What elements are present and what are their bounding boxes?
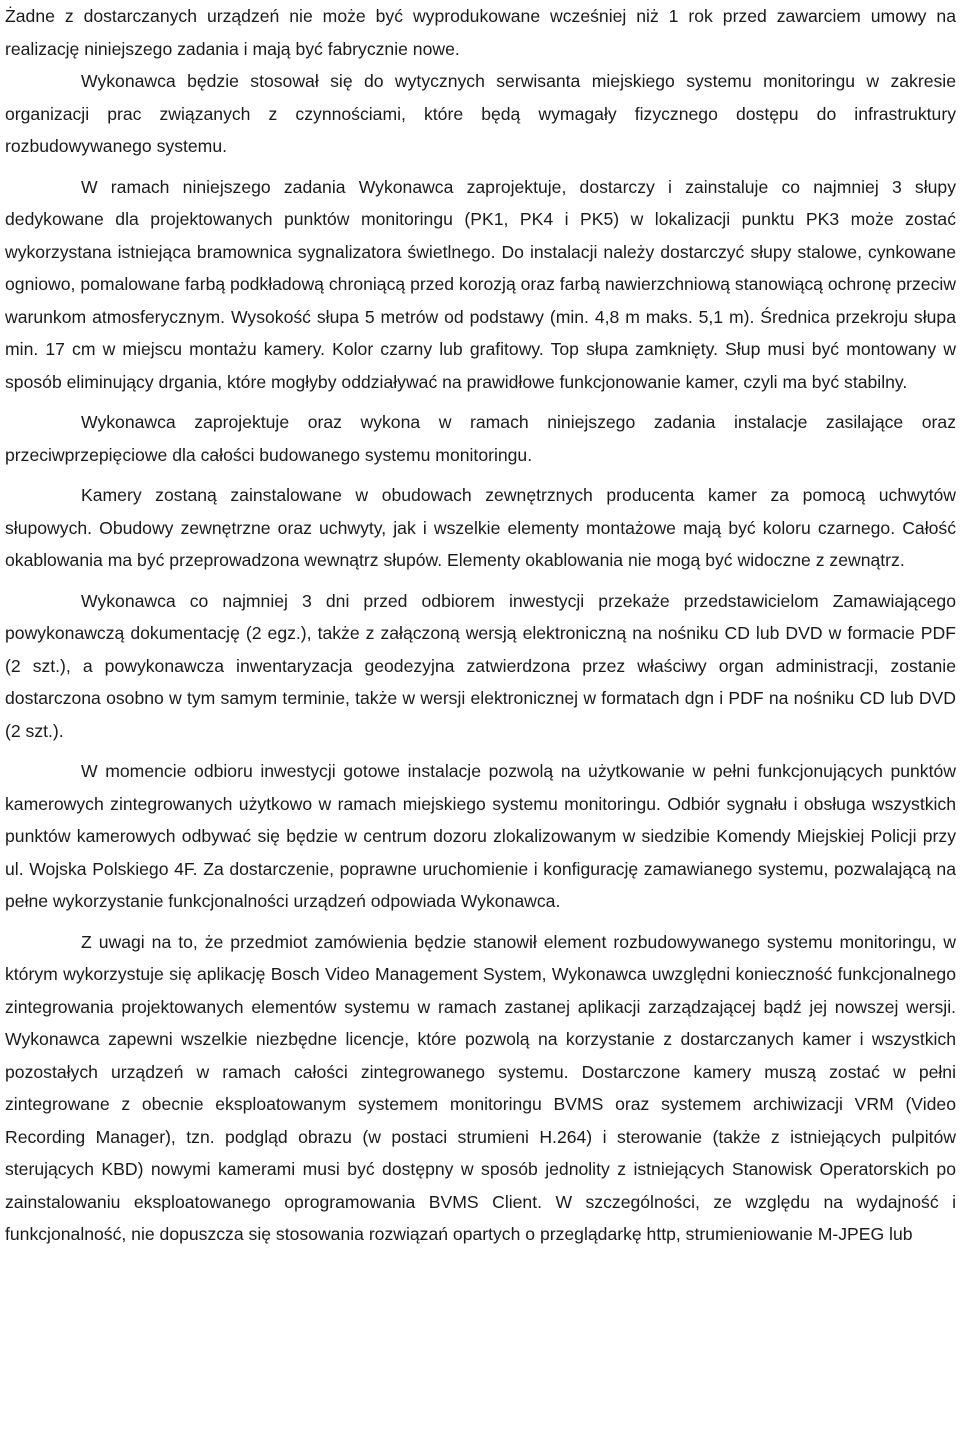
paragraph-camera-housings: Kamery zostaną zainstalowane w obudowach zewnętrznych producenta kamer za pomocą uchwytów słupowych. Obudowy zewnętrzne oraz uchwyty, jak i wszelkie elementy montażowe mają być koloru czarnego. Całość okablowania ma być przeprowadzona wewnątrz słupów. Elementy okablowania nie mogą być widoczne z zewnątrz. [5,485,956,570]
paragraph-device-age: Żadne z dostarczanych urządzeń nie może być wyprodukowane wcześniej niż 1 rok przed zawarciem umowy na realizację niniejszego zadania i mają być fabrycznie nowe. [5,6,956,59]
paragraph-integration: Z uwagi na to, że przedmiot zamówienia będzie stanowił element rozbudowywanego systemu monitoringu, w którym wykorzystuje się aplikację Bosch Video Management System, Wykonawca uwzględni konieczność funkcjonalnego zintegrowania projektowanych elementów systemu w ramach zastanej aplikacji zarządzającej bądź jej nowszej wersji. Wykonawca zapewni wszelkie niezbędne licencje, które pozwolą na korzystanie z dostarczanych kamer i wszystkich pozostałych urządzeń w ramach całości zintegrowanego systemu. Dostarczone kamery muszą zostać w pełni zintegrowane z obecnie eksploatowanym systemem monitoringu BVMS oraz systemem archiwizacji VRM (Video Recording Manager), tzn. podgląd obrazu (w postaci strumieni H.264) i sterowanie (także z istniejących pulpitów sterujących KBD) nowymi kamerami musi być dostępny w sposób jednolity z istniejących Stanowisk Operatorskich po zainstalowaniu eksploatowanego oprogramowania BVMS Client. W szczególności, ze względu na wydajność i funkcjonalność, nie dopuszcza się stosowania rozwiązań opartych o przeglądarkę http, strumieniowanie M-JPEG lub [5,931,956,1244]
paragraph-poles: W ramach niniejszego zadania Wykonawca zaprojektuje, dostarczy i zainstaluje co najmniej 3 słupy dedykowane dla projektowanych punktów monitoringu (PK1, PK4 i PK5) w lokalizacji punktu PK3 może zostać wykorzystana istniejąca bramownica sygnalizatora świetlnego. Do instalacji należy dostarczyć słupy stalowe, cynkowane ogniowo, pomalowane farbą podkładową chroniącą przed korozją oraz farbą nawierzchniową stanowiącą ochronę przeciw warunkom atmosferycznym. Wysokość słupa 5 metrów od podstawy (min. 4,8 m maks. 5,1 m). Średnica przekroju słupa min. 17 cm w miejscu montażu kamery. Kolor czarny lub grafitowy. Top słupa zamknięty. Słup musi być montowany w sposób eliminujący drgania, które mogłyby oddziaływać na prawidłowe funkcjonowanie kamer, czyli ma być stabilny. [5,176,956,392]
paragraph-acceptance: W momencie odbioru inwestycji gotowe instalacje pozwolą na użytkowanie w pełni funkcjonujących punktów kamerowych zintegrowanych użytkowo w ramach miejskiego systemu monitoringu. Odbiór sygnału i obsługa wszystkich punktów kamerowych odbywać się będzie w centrum dozoru zlokalizowanym w siedzibie Komendy Miejskiej Policji przy ul. Wojska Polskiego 4F. Za dostarczenie, poprawne uruchomienie i konfigurację zamawianego systemu, pozwalającą na pełne wykorzystanie funkcjonalności urządzeń odpowiada Wykonawca. [5,761,956,911]
paragraph-documentation: Wykonawca co najmniej 3 dni przed odbiorem inwestycji przekaże przedstawicielom Zamawiającego powykonawczą dokumentację (2 egz.), także z załączoną wersją elektroniczną na nośniku CD lub DVD w formacie PDF (2 szt.), a powykonawcza inwentaryzacja geodezyjna zatwierdzona przez właściwy organ administracji, zostanie dostarczona osobno w tym samym terminie, także w wersji elektronicznej w formatach dgn i PDF na nośniku CD lub DVD (2 szt.). [5,590,956,741]
paragraph-service-guidelines: Wykonawca będzie stosował się do wytycznych serwisanta miejskiego systemu monitoringu w zakresie organizacji prac związanych z czynnościami, które będą wymagały fizycznego dostępu do infrastruktury rozbudowywanego systemu. [5,71,956,156]
paragraph-power-installations: Wykonawca zaprojektuje oraz wykona w ramach niniejszego zadania instalacje zasilające oraz przeciwprzepięciowe dla całości budowanego systemu monitoringu. [5,412,956,465]
